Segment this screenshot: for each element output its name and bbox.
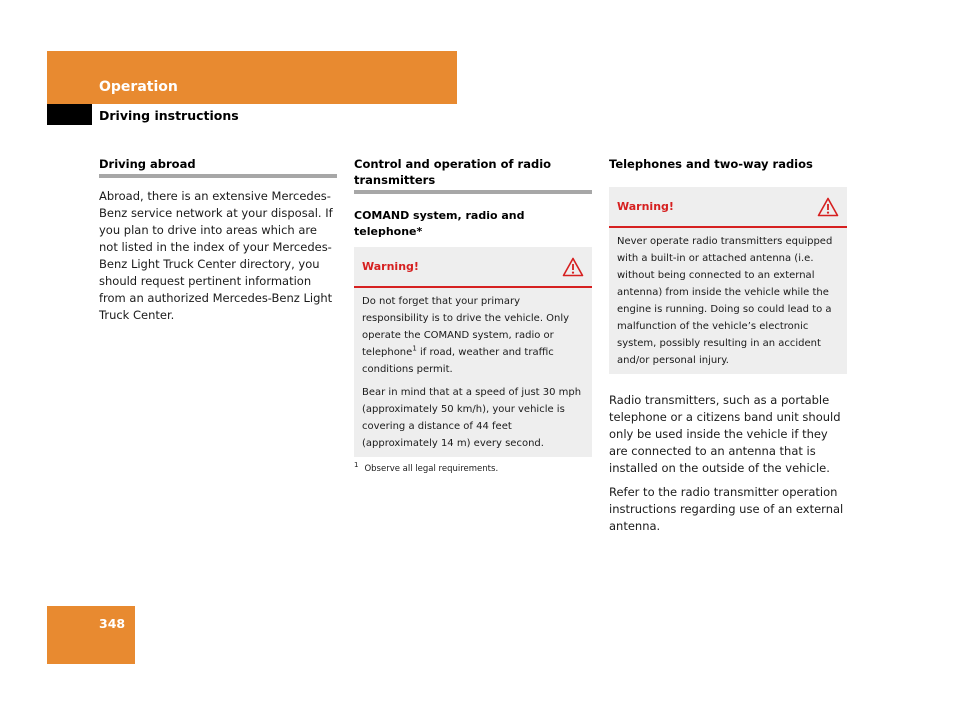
- section-marker: [47, 104, 92, 125]
- heading-rule: [99, 174, 337, 178]
- page-number: 348: [99, 616, 126, 631]
- warning-label: Warning!: [617, 200, 674, 213]
- heading-radio-transmitters: Control and operation of radio transmitters: [354, 157, 552, 187]
- subheading-comand: COMAND system, radio and telephone*: [354, 209, 525, 238]
- section-title: Operation: [99, 79, 178, 95]
- warning-paragraph: [362, 293, 584, 378]
- heading-telephones: Telephones and two-way radios: [609, 157, 813, 171]
- subsection-title: Driving instructions: [99, 108, 239, 123]
- heading-rule: [354, 190, 592, 194]
- footnote-mark: 1: [354, 461, 359, 470]
- warning-box-telephones: [609, 187, 847, 374]
- warning-triangle-icon: [817, 197, 839, 217]
- warning-label: Warning!: [362, 260, 419, 273]
- heading-driving-abroad: Driving abroad: [99, 157, 196, 171]
- header-bar: [47, 51, 457, 104]
- footnote-text: Observe all legal requirements.: [364, 464, 499, 474]
- warning-header: [354, 247, 592, 288]
- page-number-box: [47, 606, 135, 664]
- footnote-ref: 1: [412, 344, 417, 353]
- warning-text-part: if road, weather and traffic conditions permit.: [362, 347, 554, 375]
- paragraph-external-antenna: Refer to the radio transmitter operation instructions regarding use of an external antenna.: [609, 485, 844, 533]
- footnote: [354, 463, 592, 475]
- warning-text-part: Do not forget that your primary responsibility is to drive the vehicle. Only operate the COMAND system, radio or telephone: [362, 296, 570, 358]
- paragraph-driving-abroad: Abroad, there is an extensive Mercedes-Benz service network at your disposal. If you plan to drive into areas which are not listed in the index of your Mercedes-Benz Light Truck Center directory, you should request pertinent information from an authorized Mercedes-Benz Light Truck Center.: [99, 189, 333, 322]
- warning-body: [609, 228, 847, 374]
- paragraph-radio-transmitters: Radio transmitters, such as a portable telephone or a citizens band unit should only be used inside the vehicle if they are connected to an antenna that is installed on the outside of the vehicle.: [609, 393, 841, 475]
- column-radio-transmitters: [354, 156, 592, 475]
- column-driving-abroad: [99, 156, 337, 331]
- warning-header: [609, 187, 847, 228]
- warning-body: [354, 288, 592, 457]
- warning-paragraph: Never operate radio transmitters equipped with a built-in or attached antenna (i.e. without being connected to an external antenna) from inside the vehicle while the engine is running. Doing so could lead to a malfunction of the vehicle’s electronic system, possibly resulting in an accident and/or personal injury.: [617, 236, 833, 366]
- column-telephones: [609, 156, 847, 542]
- warning-box-comand: [354, 247, 592, 457]
- warning-paragraph: Bear in mind that at a speed of just 30 mph (approximately 50 km/h), your vehicle is covering a distance of 44 feet (approximately 14 m) every second.: [362, 387, 582, 449]
- warning-triangle-icon: [562, 257, 584, 277]
